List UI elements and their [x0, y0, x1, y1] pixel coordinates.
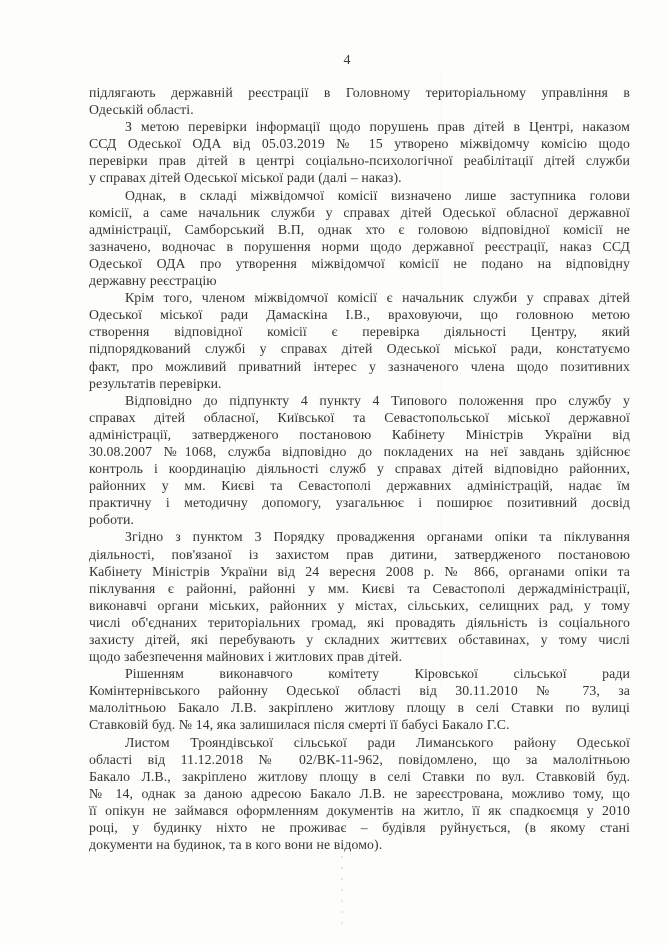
text-line: Крім того, членом міжвідомчої комісії є начальник служби у справах дітей [125, 290, 630, 306]
paragraph [89, 528, 630, 665]
paragraph [89, 84, 630, 118]
paragraph [89, 665, 630, 733]
text-line: підпорядкований службі у справах дітей Одеської міської ради, констатуємо [89, 341, 630, 357]
text-line: підлягають державній реєстрації в Головному територіальному управління в [89, 85, 630, 100]
text-line: малолітньою Бакало Л.В. закріплено житлову площу в селі Ставки по вулиці [89, 700, 630, 716]
text-line: діяльності, пов'язаної із захистом прав дитини, затвердженого постановою [89, 546, 630, 562]
text-line: Згідно з пунктом 3 Порядку провадження органами опіки та піклування [125, 529, 630, 545]
text-line: районних у мм. Києві та Севастополі державних адміністрацій, надає їм [89, 478, 630, 494]
text-line: Одеській області. [89, 102, 194, 118]
text-line: документи на будинок, та в кого вони не відомо). [89, 837, 383, 853]
text-line: № 14, однак за даною адресою Бакало Л.В. не зареєстрована, можливо тому, що [89, 785, 630, 801]
paragraph [89, 289, 630, 392]
text-line: справах дітей обласної, Київської та Севастопольської міської державної [89, 409, 630, 425]
text-line: ССД Одеської ОДА від 05.03.2019 № 15 утворено міжвідомчу комісію щодо [89, 136, 630, 152]
text-line: Кабінету Міністрів України від 24 вересня 2008 р. № 866, органами опіки та [89, 563, 630, 579]
text-line: факт, про можливий приватний інтерес у зазначеного члена щодо позитивних [89, 358, 630, 374]
text-line: числі об'єднаних територіальних громад, які провадять діяльність із соціального [89, 614, 630, 630]
scan-smudge-artifact [341, 856, 343, 932]
text-line: Однак, в складі міжвідомчої комісії визначено лише заступника голови [125, 187, 630, 203]
text-line: Рішенням виконавчого комітету Кіровської сільської ради [125, 666, 630, 682]
text-line: практичну і методичну допомогу, узагальнює і поширює позитивний досвід [89, 495, 630, 511]
text-line: адміністрації, затвердженого постановою Кабінету Міністрів України від [89, 426, 630, 442]
text-line: області від 11.12.2018 № 02/ВК-11-962, повідомлено, що за малолітньою [89, 751, 630, 767]
text-line: захисту дітей, які перебувають у складних життєвих обставинах, у тому числі [89, 632, 630, 647]
text-line: у справах дітей Одеської міської ради (далі – наказ). [89, 170, 402, 186]
text-line: адміністрації, Самборський В.П, однак хто є головою відповідної комісії не [89, 221, 630, 237]
document-body [89, 84, 630, 853]
paragraph [89, 392, 630, 529]
text-line: Бакало Л.В., закріплено житлову площу в селі Ставки по вул. Ставковій буд. [89, 768, 630, 784]
page-number: 4 [343, 53, 351, 68]
text-line: Відповідно до підпункту 4 пункту 4 Типового положення про службу у [125, 392, 630, 408]
text-line: Ставковій буд. № 14, яка залишилася після смерті її бабусі Бакало Г.С. [89, 717, 510, 733]
text-line: створення відповідної комісії є перевірка діяльності Центру, який [89, 324, 630, 340]
text-line: її опікун не займався оформленням документів на житло, її як спадкоємця у 2010 [89, 802, 630, 818]
text-line: роботи. [89, 512, 135, 528]
text-line: щодо забезпечення майнових і житлових прав дітей. [89, 649, 403, 665]
text-line: Одеської міської ради Дамаскіна І.В., враховуючи, що головною метою [89, 307, 630, 323]
text-line: піклування є районні, районні у мм. Києві та Севастополі держадміністрації, [89, 580, 630, 596]
text-line: З метою перевірки інформації щодо порушень прав дітей в Центрі, наказом [125, 119, 630, 135]
text-line: перевірки прав дітей в центрі соціально-психологічної реабілітації дітей служби [89, 153, 630, 169]
text-line: контроль і координацію діяльності служб у справах дітей відповідно районних, [89, 461, 630, 477]
text-line: Одеської ОДА про утворення міжвідомчої комісії не подано на відповідну [89, 255, 630, 271]
text-line: результатів перевірки. [89, 375, 222, 391]
text-line: виконавчі органи міських, районних у містах, сільських, селищних рад, у тому [89, 597, 630, 613]
paragraph [89, 187, 630, 290]
text-line: році, у будинку ніхто не проживає – будівля руйнується, (в якому стані [89, 820, 630, 836]
text-line: 30.08.2007 №1068, служба відповідно до покладених на неї завдань здійснює [89, 443, 630, 459]
text-line: Комінтернівського районну Одеської області від 30.11.2010 № 73, за [89, 683, 630, 699]
text-line: комісії, а саме начальник служби у справах дітей Одеської обласної державної [89, 204, 630, 220]
paragraph [89, 734, 630, 854]
paragraph [89, 118, 630, 186]
text-line: Листом Трояндівської сільської ради Лиманського району Одеської [125, 734, 630, 750]
text-line: зазначено, водночас в порушення норми щодо державної реєстрації, наказ ССД [89, 238, 630, 254]
text-line: державну реєстрацію [89, 273, 217, 289]
